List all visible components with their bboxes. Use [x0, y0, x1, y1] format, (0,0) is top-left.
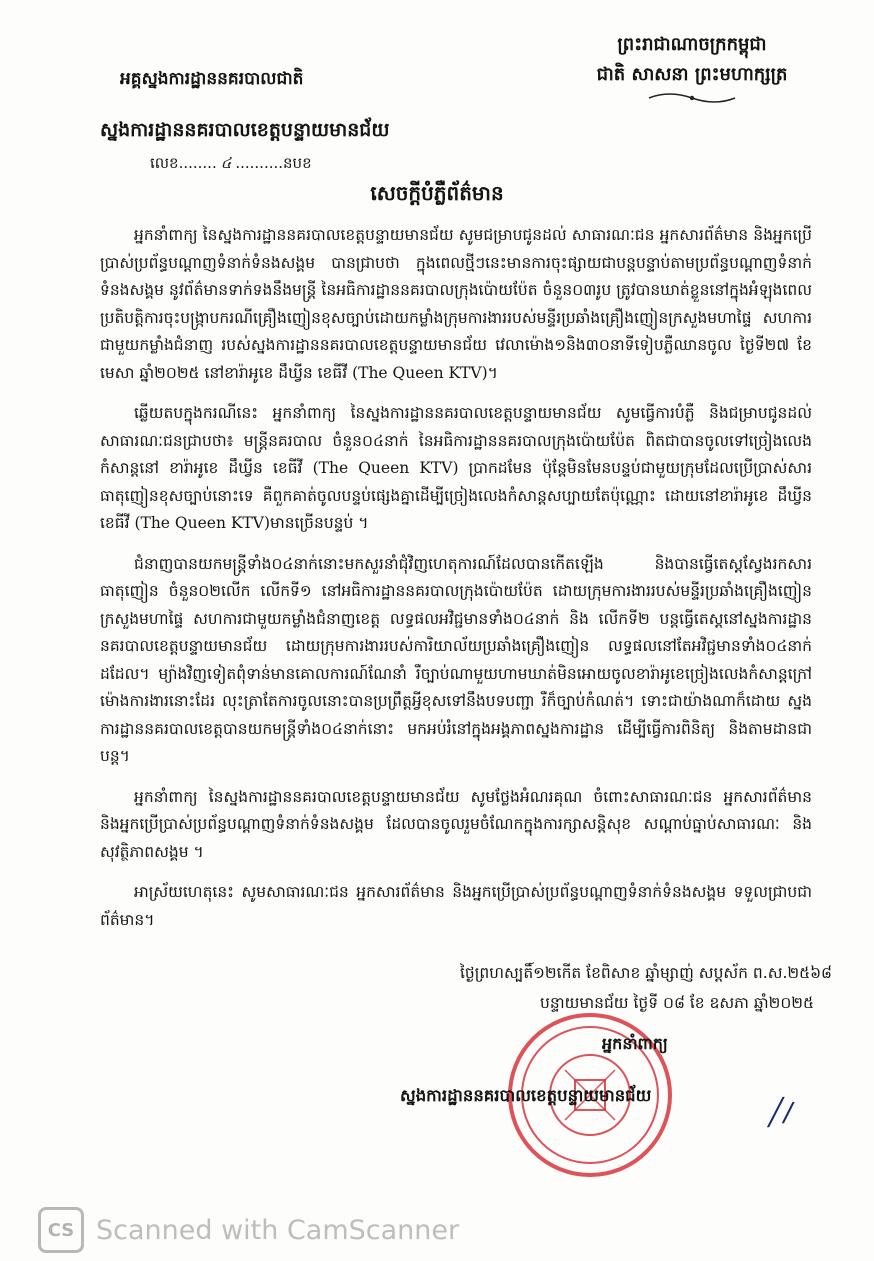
kingdom-header — [572, 30, 812, 104]
reference-value: ៤ — [220, 154, 232, 172]
document-title: សេចក្តីបំភ្លឺព័ត៌មាន — [370, 181, 504, 205]
national-motto: ជាតិ សាសនា ព្រះមហាក្សត្រ — [596, 64, 788, 85]
document-body — [100, 222, 812, 947]
ornament-divider-icon — [647, 92, 737, 104]
unit-name: ស្នងការដ្ឋាននគរបាលខេត្តបន្ទាយមានជ័យ — [100, 119, 390, 141]
reference-suffix: ..........នបខ — [235, 154, 312, 172]
signature-icon: ╱/ — [768, 1098, 793, 1128]
reference-number — [150, 154, 312, 176]
paragraph: ឆ្លើយតបក្នុងករណីនេះ អ្នកនាំពាក្យ នៃស្នងការដ្ឋាននគរបាលខេត្តបន្ទាយមានជ័យ សូមធ្វើការបំភ្លឺ និងជម្រាបជូនដល់សាធារណៈជនជ្រាបថា៖ មន្ត្រីនគរបាល ចំនួន០៤នាក់ នៃអធិការដ្ឋាននគរបាលក្រុងប៉ោយប៉ែត ពិតជាបានចូលទៅច្រៀងលេងកំសាន្តនៅ ខារ៉ាអូខេ ដឹឃ្វីន ខេធីវី (The Queen KTV) ប្រាកដមែន ប៉ុន្តែមិនមែនបន្ទប់ជាមួយក្រុមដែលប្រើប្រាស់សារធាតុញៀនខុសច្បាប់នោះទេ គឺពួកគាត់ចូលបន្ទប់ផ្សេងគ្នាដើម្បីច្រៀងលេងកំសាន្តសប្បាយតែប៉ុណ្ណោះ ដោយនៅខារ៉ាអូខេ ដឹឃ្វីន ខេធីវី (The Queen KTV)មានច្រើនបន្ទប់ ។ — [100, 404, 812, 532]
paragraph: អ្នកនាំពាក្យ នៃស្នងការដ្ឋាននគរបាលខេត្តបន្ទាយមានជ័យ សូមជម្រាបជូនដល់ សាធារណៈជន អ្នកសារព័ត៌មាន និងអ្នកប្រើប្រាស់ប្រព័ន្ធបណ្តាញទំនាក់ទំនងសង្គម បានជ្រាបថា ក្នុងពេលថ្មីៗនេះមានការចុះផ្សាយជាបន្តបន្ទាប់តាមប្រព័ន្ធបណ្តាញទំនាក់ទំនងសង្គម នូវព័ត៌មានទាក់ទងនឹងមន្ត្រី នៃអធិការដ្ឋាននគរបាលក្រុងប៉ោយប៉ែត ចំនួន០៣រូប ត្រូវបានឃាត់ខ្លួននៅក្នុងអំឡុងពេលប្រតិបត្តិការចុះបង្ក្រាបករណីគ្រឿងញៀនខុសច្បាប់ដោយកម្លាំងក្រុមការងាររបស់មន្ទីរប្រឆាំងគ្រឿងញៀនក្រសួងមហាផ្ទៃ សហការជាមួយកម្លាំងជំនាញ របស់ស្នងការដ្ឋាននគរបាលខេត្តបន្ទាយមានជ័យ វេលាម៉ោង១និង៣០នាទីទៀបភ្លឺឈានចូល ថ្ងៃទី២៧ ខែមេសា ឆ្នាំ២០២៥ នៅខារ៉ាអូខេ ដឹឃ្វីន ខេធីវី (The Queen KTV)។ — [100, 226, 812, 382]
signing-unit: ស្នងការដ្ឋាននគរបាលខេត្តបន្ទាយមានជ័យ — [400, 1086, 652, 1105]
ministry-name: អគ្គស្នងការដ្ឋាននគរបាលជាតិ — [120, 69, 304, 89]
spokesperson-title: អ្នកនាំពាក្យ — [602, 1034, 668, 1053]
kingdom-title: ព្រះរាជាណាចក្រកម្ពុជា — [617, 34, 767, 55]
paragraph: អាស្រ័យហេតុនេះ សូមសាធារណៈជន អ្នកសារព័ត៌មាន និងអ្នកប្រើប្រាស់ប្រព័ន្ធបណ្តាញទំនាក់ទំនងសង្គម ទទួលជ្រាបជាព័ត៌មាន។ — [100, 883, 812, 929]
paragraph: ជំនាញបានយកមន្ត្រីទាំង០៤នាក់នោះមកសួរនាំជុំវិញហេតុការណ៍ដែលបានកើតឡើង និងបានធ្វើតេស្តស្វែងរកសារធាតុញៀន ចំនួន០២លើក លើកទី១ នៅអធិការដ្ឋាននគរបាលក្រុងប៉ោយប៉ែត ដោយក្រុមការងាររបស់មន្ទីរប្រឆាំងគ្រឿងញៀនក្រសួងមហាផ្ទៃ សហការជាមួយកម្លាំងជំនាញខេត្ត លទ្ធផលអវិជ្ជមានទាំង០៤នាក់ និង លើកទី២ បន្តធ្វើតេស្តនៅស្នងការដ្ឋាននគរបាលខេត្តបន្ទាយមានជ័យ ដោយក្រុមការងាររបស់ការិយាល័យប្រឆាំងគ្រឿងញៀន លទ្ធផលនៅតែអវិជ្ជមានទាំង០៤នាក់ដដែល។ ម្យ៉ាងវិញទៀតពុំទាន់មានគោលការណ៍ណែនាំ រឺច្បាប់ណាមួយហាមឃាត់មិនអោយចូលខារ៉ាអូខេច្រៀងលេងកំសាន្តក្រៅម៉ោងការងារនោះដែរ លុះត្រាតែការចូលនោះបានប្រព្រឹត្តអ្វីខុសទៅនឹងបទបញ្ជា រឺក៏ច្បាប់កំណត់។ ទោះជាយ៉ាងណាក៏ដោយ ស្នងការដ្ឋាននគរបាលខេត្តបានយកមន្ត្រីទាំង០៤នាក់នោះ មកអប់រំនៅក្នុងអង្គភាពស្នងការដ្ឋាន ដើម្បីធ្វើការពិនិត្យ និងតាមដានជាបន្ត។ — [100, 554, 812, 765]
camscanner-watermark — [38, 1207, 459, 1253]
solar-date: បន្ទាយមានជ័យ ថ្ងៃទី ០៨ ខែ ឧសភា ឆ្នាំ២០២៥ — [540, 994, 815, 1012]
paragraph: អ្នកនាំពាក្យ នៃស្នងការដ្ឋាននគរបាលខេត្តបន្ទាយមានជ័យ សូមថ្លែងអំណរគុណ ចំពោះសាធារណៈជន អ្នកសារព័ត៌មាន និងអ្នកប្រើប្រាស់ប្រព័ន្ធបណ្តាញទំនាក់ទំនងសង្គម ដែលបានចូលរួមចំណែកក្នុងការក្សាសន្តិសុខ សណ្តាប់ធ្នាប់សាធារណៈ និង សុវត្ថិភាពសង្គម ។ — [100, 787, 812, 861]
reference-prefix: លេខ........ — [150, 154, 217, 172]
watermark-text: Scanned with CamScanner — [96, 1214, 460, 1246]
camscanner-logo-icon: CS — [38, 1207, 84, 1253]
lunar-date: ថ្ងៃព្រហស្បតិ៍១២កើត ខែពិសាខ ឆ្នាំម្សាញ់ សប្តស័ក ព.ស.២៥៦៨ — [460, 964, 833, 982]
